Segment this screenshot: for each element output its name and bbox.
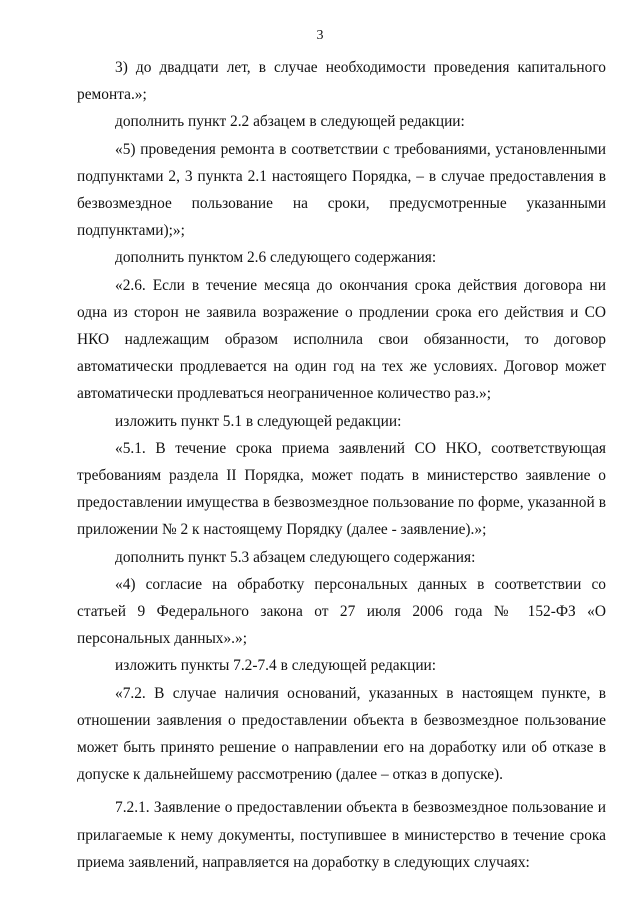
paragraph-add-2-6: дополнить пунктом 2.6 следующего содержания:	[115, 249, 437, 267]
document-body	[77, 54, 606, 876]
paragraph-amend-2-2: дополнить пункт 2.2 абзацем в следующей редакции:	[115, 113, 465, 131]
paragraph-amend-5-3: дополнить пункт 5.3 абзацем следующего содержания:	[115, 548, 476, 566]
paragraph-7-2-text: «7.2. В случае наличия оснований, указанных в настоящем пункте, в отношении заявления о предоставлении объекта в безвозмездное пользование может быть принято решение о направлении его на доработку или об отказе в допуске к дальнейшему рассмотрению (далее – отказ в допуске).	[77, 684, 606, 784]
page-number: 3	[316, 28, 324, 43]
paragraph-7-2-1-text: 7.2.1. Заявление о предоставлении объекта в безвозмездное пользование и прилагаемые к нему документы, поступившее в министерство в течение срока приема заявлений, направляется на доработку в следующих случаях:	[77, 799, 606, 871]
paragraph-consent-item: «4) согласие на обработку персональных данных в соответствии со статьей 9 Федерального закона от 27 июля 2006 года № 152-ФЗ «О персональных данных».»;	[77, 575, 606, 648]
paragraph-repair-term: 3) до двадцати лет, в случае необходимости проведения капитального ремонта.»;	[77, 59, 606, 104]
paragraph-amend-5-1: изложить пункт 5.1 в следующей редакции:	[115, 412, 402, 430]
paragraph-5-1-text: «5.1. В течение срока приема заявлений СО НКО, соответствующая требованиям раздела II Порядка, может подать в министерство заявление о предоставлении имущества в безвозмездное пользование по форме, указанной в приложении № 2 к настоящему Порядку (далее - заявление).»;	[77, 439, 606, 539]
paragraph-item-5-repair: «5) проведения ремонта в соответствии с требованиями, установленными подпунктами 2, 3 пункта 2.1 настоящего Порядка, – в случае предоставления в безвозмездное пользование на сроки, предусмотренные указанными подпунктами);»;	[77, 140, 606, 240]
paragraph-amend-7-2-7-4: изложить пункты 7.2-7.4 в следующей редакции:	[115, 657, 437, 675]
paragraph-2-6-text: «2.6. Если в течение месяца до окончания срока действия договора ни одна из сторон не заявила возражение о продлении срока его действия и СО НКО надлежащим образом исполнила свои обязанности, то договор автоматически продлевается на один год на тех же условиях. Договор может автоматически продлеваться неограниченное количество раз.»;	[77, 276, 606, 403]
